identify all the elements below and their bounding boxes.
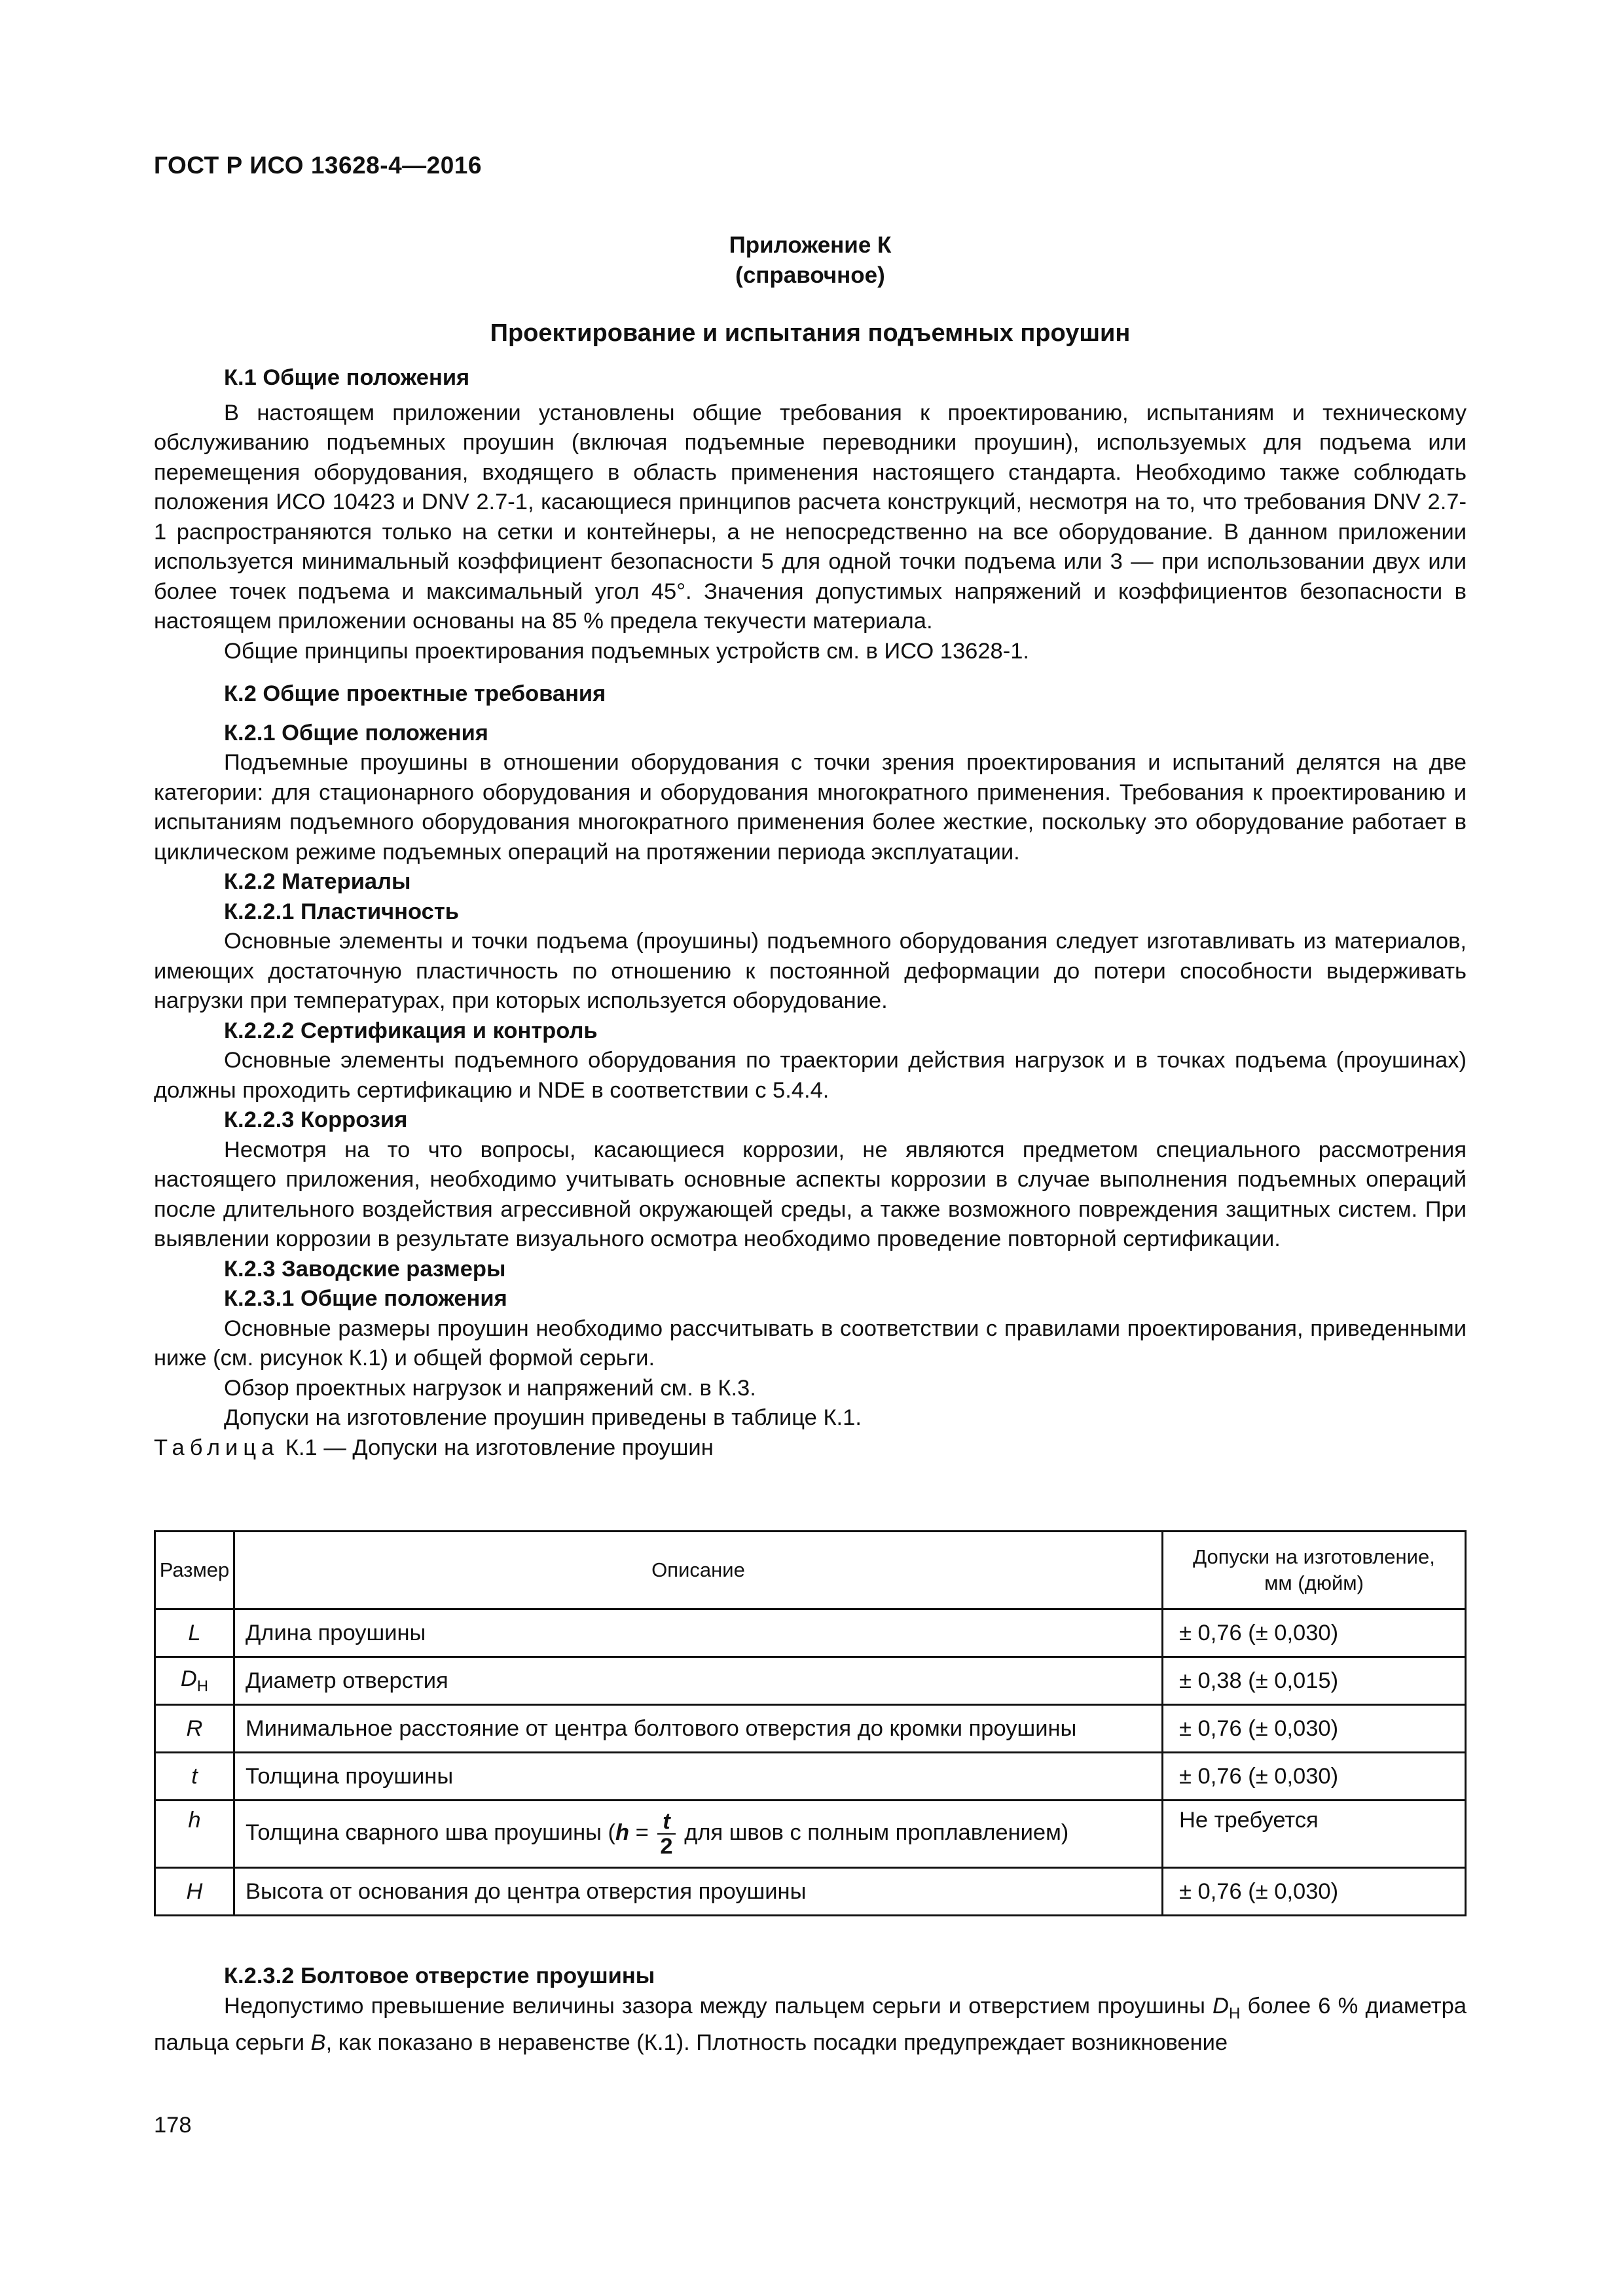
section-heading-k221: К.2.2.1 Пластичность (224, 899, 459, 924)
symbol: R (186, 1715, 203, 1741)
description-cell: Длина проушины (234, 1609, 1163, 1657)
paragraph: В настоящем приложении установлены общие требования к проектированию, испытаниям и техническому обслуживанию подъемных проушин (включая подъемные переводники проушин), используемых для подъема или перемещения оборудования, входящего в область применения настоящего стандарта. Необходимо также соблюдать положения ИСО 10423 и DNV 2.7-1, касающиеся принципов расчета конструкций, несмотря на то, что требования DNV 2.7-1 распространяются только на сетки и контейнеры, а не непосредственно на все оборудование. В данном приложении используется минимальный коэффициент безопасности 5 для одной точки подъема или 3 — при использовании двух или более точек подъема и максимальный угол 45°. Значения допустимых напряжений и коэффициентов безопасности в настоящем приложении основаны на 85 % предела текучести материала. (154, 400, 1467, 634)
appendix-number: Приложение К (729, 232, 892, 258)
size-symbol (155, 1705, 234, 1753)
symbol: t (191, 1763, 198, 1789)
document-id-header: ГОСТ Р ИСО 13628-4—2016 (154, 152, 482, 179)
header-description: Описание (234, 1532, 1163, 1609)
table-row (155, 1753, 1466, 1801)
paragraph: Несмотря на то что вопросы, касающиеся коррозии, не являются предметом специального рассмотрения настоящего приложения, необходимо учитывать основные аспекты коррозии в случае выполнения подъемных операций после длительного воздействия агрессивной окружающей среды, а также возможного повреждения защитных систем. При выявлении коррозии в результате визуального осмотра необходимо проведение повторной сертификации. (154, 1137, 1467, 1251)
symbol: L (188, 1620, 201, 1645)
table-row (155, 1609, 1466, 1657)
description-text: Толщина сварного шва проушины ( (246, 1820, 616, 1846)
table-caption (154, 1433, 1467, 1463)
document-body-continued (154, 1962, 1467, 2058)
description-text: для швов с полным проплавлением) (678, 1820, 1069, 1846)
tolerance-cell: ± 0,76 (± 0,030) (1163, 1753, 1466, 1801)
symbol: B (310, 2030, 326, 2055)
section-heading-k1: К.1 Общие положения (224, 365, 470, 390)
paragraph: Общие принципы проектирования подъемных устройств см. в ИСО 13628-1. (224, 638, 1029, 664)
formula-variable: h (615, 1820, 630, 1846)
description-cell: Высота от основания до центра отверстия проушины (234, 1868, 1163, 1916)
description-cell (234, 1801, 1163, 1868)
formula-equals: = (629, 1820, 655, 1846)
text-run: более 6 % диаметра пальца серьги (154, 1993, 1467, 2055)
symbol: h (188, 1808, 201, 1833)
section-heading-k23: К.2.3 Заводские размеры (224, 1256, 506, 1282)
table-row (155, 1705, 1466, 1753)
header-tolerance-line2: мм (дюйм) (1264, 1571, 1364, 1594)
header-tolerance (1163, 1532, 1466, 1609)
size-symbol (155, 1801, 234, 1868)
symbol: H (186, 1878, 203, 1904)
paragraph: Основные элементы и точки подъема (проушины) подъемного оборудования следует изготавливать из материалов, имеющих достаточную пластичность по отношению к постоянной деформации до потери способности выдерживать нагрузки при температурах, при которых используется оборудование. (154, 929, 1467, 1013)
paragraph: Основные элементы подъемного оборудования по траектории действия нагрузок и в точках подъема (проушинах) должны проходить сертификацию и NDE в соответствии с 5.4.4. (154, 1048, 1467, 1103)
section-heading-k21: К.2.1 Общие положения (224, 720, 488, 745)
table-caption-word: Таблица (154, 1435, 280, 1460)
size-symbol (155, 1657, 234, 1705)
symbol-subscript: H (1228, 2004, 1241, 2022)
document-body (154, 363, 1467, 1463)
table-row (155, 1868, 1466, 1916)
tolerance-table (154, 1530, 1467, 1916)
size-symbol (155, 1609, 234, 1657)
text-run: Недопустимо превышение величины зазора между пальцем серьги и отверстием проушины (224, 1993, 1213, 2018)
section-heading-k231: К.2.3.1 Общие положения (224, 1286, 507, 1311)
tolerance-cell: ± 0,38 (± 0,015) (1163, 1657, 1466, 1705)
page-number: 178 (154, 2113, 192, 2138)
description-cell: Минимальное расстояние от центра болтового отверстия до кромки проушины (234, 1705, 1163, 1753)
fraction-denominator: 2 (660, 1834, 673, 1859)
section-heading-k22: К.2.2 Материалы (224, 869, 411, 894)
tolerance-cell: ± 0,76 (± 0,030) (1163, 1705, 1466, 1753)
appendix-label (154, 230, 1467, 291)
paragraph: Обзор проектных нагрузок и напряжений см. в К.3. (224, 1375, 756, 1401)
symbol-subscript: H (196, 1677, 209, 1695)
formula-fraction (657, 1810, 675, 1858)
header-size: Размер (155, 1532, 234, 1609)
section-heading-k232: К.2.3.2 Болтовое отверстие проушины (224, 1964, 655, 1988)
section-heading-k223: К.2.2.3 Коррозия (224, 1107, 408, 1132)
size-symbol (155, 1868, 234, 1916)
tolerance-cell: ± 0,76 (± 0,030) (1163, 1609, 1466, 1657)
header-tolerance-line1: Допуски на изготовление, (1193, 1545, 1435, 1568)
tolerance-cell: ± 0,76 (± 0,030) (1163, 1868, 1466, 1916)
paragraph: Подъемные проушины в отношении оборудования с точки зрения проектирования и испытаний делятся на две категории: для стационарного оборудования и оборудования многократного применения. Требования к проектированию и испытаниям подъемного оборудования многократного применения более жесткие, поскольку это оборудование работает в циклическом режиме подъемных операций на протяжении периода эксплуатации. (154, 750, 1467, 865)
table-row (155, 1657, 1466, 1705)
fraction-numerator: t (657, 1810, 675, 1835)
paragraph (154, 1992, 1467, 2058)
symbol: D (180, 1666, 197, 1691)
appendix-kind: (справочное) (735, 262, 885, 288)
section-heading-k2: К.2 Общие проектные требования (224, 681, 606, 706)
size-symbol (155, 1753, 234, 1801)
table-caption-text: К.1 — Допуски на изготовление проушин (285, 1435, 714, 1460)
description-cell: Толщина проушины (234, 1753, 1163, 1801)
text-run: , как показано в неравенстве (К.1). Плотность посадки предупреждает возникновение (325, 2030, 1228, 2055)
paragraph: Допуски на изготовление проушин приведены в таблице К.1. (224, 1405, 862, 1430)
paragraph: Основные размеры проушин необходимо рассчитывать в соответствии с правилами проектирования, приведенными ниже (см. рисунок К.1) и общей формой серьги. (154, 1316, 1467, 1371)
table-row (155, 1801, 1466, 1868)
section-heading-k222: К.2.2.2 Сертификация и контроль (224, 1018, 598, 1043)
appendix-title: Проектирование и испытания подъемных проушин (490, 319, 1131, 347)
tolerance-cell: Не требуется (1163, 1801, 1466, 1868)
description-cell: Диаметр отверстия (234, 1657, 1163, 1705)
symbol: D (1213, 1993, 1229, 2018)
table-header-row (155, 1532, 1466, 1609)
